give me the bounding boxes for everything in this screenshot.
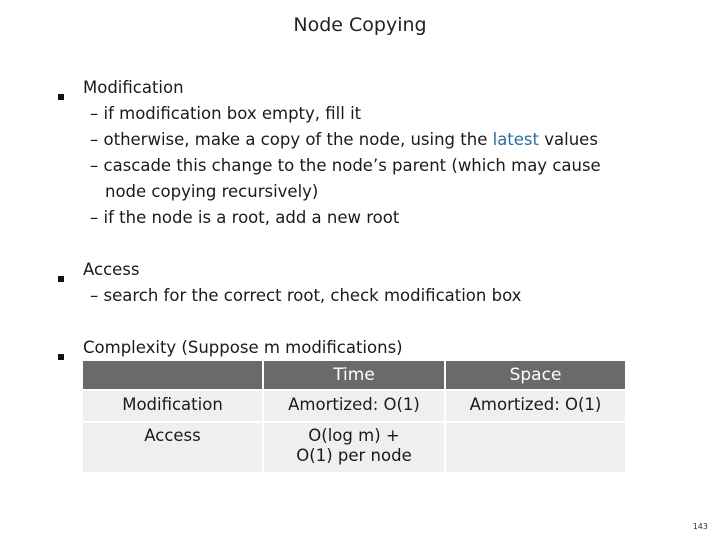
- sub-bullet-text: otherwise, make a copy of the node, using the: [103, 130, 493, 149]
- row-label: Access: [82, 422, 263, 473]
- space-cell: Amortized: O(1): [445, 390, 626, 422]
- time-cell-line: O(1) per node: [296, 446, 412, 465]
- bullet-marker: [58, 276, 64, 282]
- table-header-row: [82, 360, 626, 390]
- page-number: 143: [692, 522, 708, 531]
- table-row: [82, 422, 626, 473]
- dash: –: [90, 156, 99, 175]
- table-row: [82, 390, 626, 422]
- table-header-time: Time: [263, 360, 445, 390]
- sub-bullet: [90, 130, 598, 150]
- sub-bullet: [90, 156, 601, 176]
- sub-bullet-text: if the node is a root, add a new root: [103, 208, 400, 227]
- table-header-space: Space: [445, 360, 626, 390]
- sub-bullet-text: search for the correct root, check modification box: [103, 286, 522, 305]
- bullet-marker: [58, 354, 64, 360]
- time-cell: Amortized: O(1): [263, 390, 445, 422]
- sub-bullet-text: cascade this change to the node’s parent (which may cause: [103, 156, 601, 175]
- bullet-heading-access: Access: [83, 260, 140, 279]
- table-header-empty: [82, 360, 263, 390]
- highlighted-word: latest: [492, 130, 539, 149]
- dash: –: [90, 208, 99, 227]
- dash: –: [90, 286, 99, 305]
- slide-title: Node Copying: [293, 14, 427, 36]
- time-cell: [263, 422, 445, 473]
- sub-bullet: [90, 208, 399, 228]
- bullet-marker: [58, 94, 64, 100]
- dash: –: [90, 130, 99, 149]
- time-cell-line: O(log m) +: [308, 426, 400, 445]
- bullet-heading-complexity: Complexity (Suppose m modifications): [83, 338, 403, 357]
- space-cell: [445, 422, 626, 473]
- row-label: Modification: [82, 390, 263, 422]
- sub-bullet: [90, 286, 521, 306]
- bullet-heading-modification: Modification: [83, 78, 184, 97]
- dash: –: [90, 104, 99, 123]
- sub-bullet: [90, 104, 361, 124]
- sub-bullet-text: if modification box empty, fill it: [103, 104, 362, 123]
- sub-bullet-continuation: node copying recursively): [105, 182, 319, 201]
- sub-bullet-text: values: [539, 130, 598, 149]
- complexity-table: [81, 359, 627, 474]
